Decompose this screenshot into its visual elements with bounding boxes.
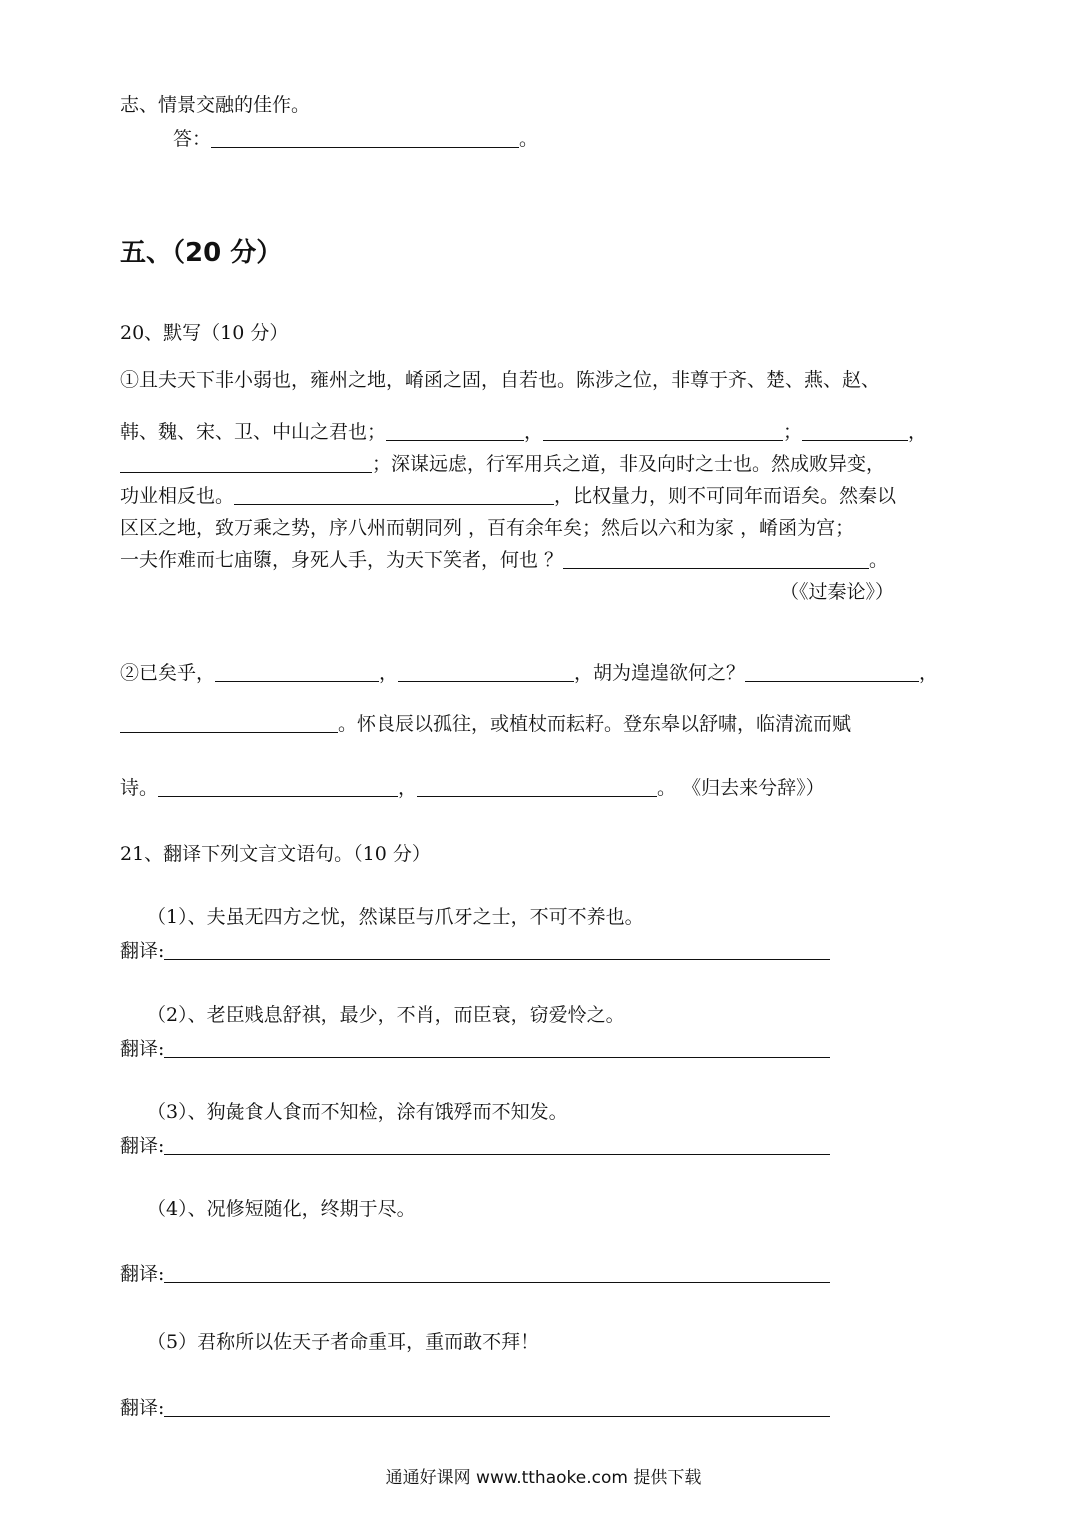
translation-blank[interactable] <box>164 941 830 960</box>
q20-p1-line5: 区区之地，致万乘之势，序八州而朝同列 ，百有余年矣；然后以六和为家 ，崤函为宫； <box>120 517 855 539</box>
fill-blank[interactable] <box>234 486 554 505</box>
fill-blank[interactable] <box>417 778 657 797</box>
previous-question-tail: 志、情景交融的佳作。 <box>120 94 311 116</box>
translation-blank[interactable] <box>164 1264 830 1283</box>
answer-blank[interactable] <box>211 129 519 148</box>
translate-label: 翻译: <box>120 1397 165 1419</box>
translation-row-1 <box>120 940 830 963</box>
footer-text: 通通好课网 www.tthaoke.com 提供下载 <box>385 1468 702 1488</box>
fill-blank[interactable] <box>745 663 919 682</box>
translate-label: 翻译: <box>120 940 165 962</box>
translation-row-5 <box>120 1397 830 1420</box>
answer-label: 答： <box>173 128 212 150</box>
fill-blank[interactable] <box>120 454 372 473</box>
q21-title: 21、翻译下列文言文语句。（10 分） <box>120 843 431 865</box>
fill-blank[interactable] <box>543 422 783 441</box>
q20-p1-line4: 功业相反也。 ，比权量力，则不可同年而语矣。然秦以 <box>120 485 897 507</box>
section-heading: 五、（20 分） <box>120 238 283 268</box>
q21-item-4: （4）、况修短随化，终期于尽。 <box>147 1198 416 1220</box>
q21-item-2: （2）、老臣贱息舒祺，最少，不肖，而臣衰，窃爱怜之。 <box>147 1004 625 1026</box>
q21-item-3: （3）、狗彘食人食而不知检，涂有饿殍而不知发。 <box>147 1101 568 1123</box>
answer-line: 答： 。 <box>173 128 539 150</box>
fill-blank[interactable] <box>398 663 574 682</box>
translation-row-3 <box>120 1135 830 1158</box>
translation-blank[interactable] <box>164 1398 830 1417</box>
translation-blank[interactable] <box>164 1039 830 1058</box>
translate-label: 翻译: <box>120 1263 165 1285</box>
translation-row-2 <box>120 1038 830 1061</box>
translation-blank[interactable] <box>164 1136 830 1155</box>
source-citation: （《过秦论》） <box>780 581 895 603</box>
q20-p2-line2: 。怀良辰以孤往，或植杖而耘耔。登东皋以舒啸，临清流而赋 <box>120 713 851 736</box>
q20-p1-line2: 韩、魏、宋、卫、中山之君也； ， ； ， <box>120 421 928 443</box>
fill-blank[interactable] <box>120 714 338 733</box>
q20-p1-line3: ；深谋远虑，行军用兵之道，非及向时之士也。然成败异变， <box>120 453 885 476</box>
q21-item-1: （1）、夫虽无四方之忧，然谋臣与爪牙之士，不可不养也。 <box>147 906 644 928</box>
translation-row-4 <box>120 1263 830 1286</box>
fill-blank[interactable] <box>802 422 908 441</box>
q20-p1-line1: ①且夫天下非小弱也，雍州之地，崤函之固，自若也。陈涉之位，非尊于齐、楚、燕、赵、 <box>120 369 881 391</box>
q20-p2-line3: 诗。 ， 。 《归去来兮辞》） <box>120 777 825 799</box>
q20-title: 20、默写（10 分） <box>120 322 289 344</box>
q20-p1-line6: 一夫作难而七庙隳，身死人手，为天下笑者，何也 ？ 。 <box>120 549 889 571</box>
q20-p2-line1: ②已矣乎， ， ，胡为遑遑欲何之？ ， <box>120 662 939 684</box>
q21-item-5: （5）君称所以佐天子者命重耳，重而敢不拜！ <box>147 1331 540 1353</box>
fill-blank[interactable] <box>563 550 869 569</box>
fill-blank[interactable] <box>215 663 379 682</box>
fill-blank[interactable] <box>158 778 398 797</box>
translate-label: 翻译: <box>120 1038 165 1060</box>
fill-blank[interactable] <box>386 422 524 441</box>
translate-label: 翻译: <box>120 1135 165 1157</box>
